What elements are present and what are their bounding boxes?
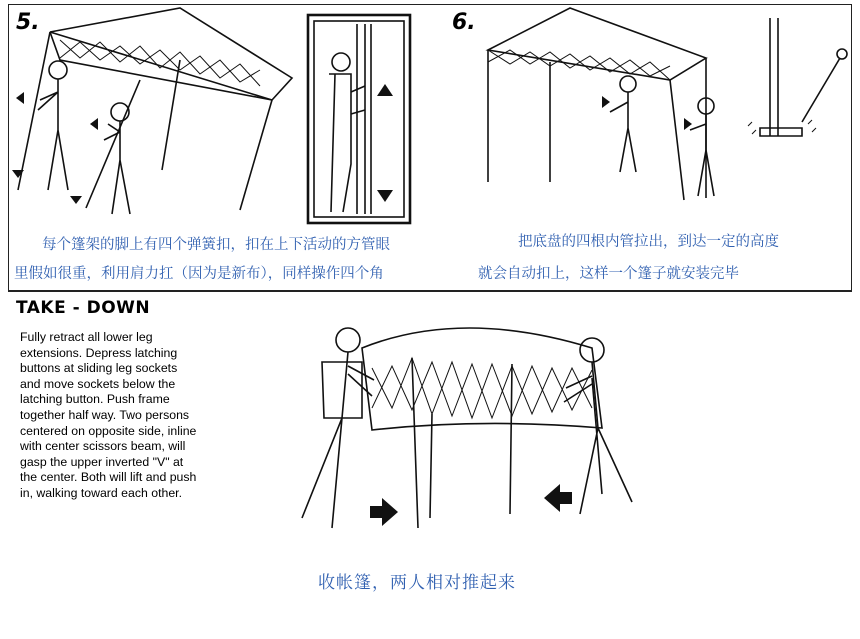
step-5-canopy-illustration bbox=[0, 0, 300, 230]
takedown-instructions bbox=[20, 330, 230, 502]
step-5-cn-line-2: 里假如很重，利用肩力扛（因为是新布），同样操作四个角 bbox=[14, 266, 384, 282]
step-6-cn-line-2: 就会自动扣上，这样一个篷子就安装完毕 bbox=[478, 266, 739, 282]
step-6-number: 6. bbox=[452, 10, 476, 35]
takedown-illustration bbox=[262, 318, 662, 548]
takedown-line: buttons at sliding leg sockets bbox=[20, 361, 178, 376]
takedown-line: in, walking toward each other. bbox=[20, 485, 183, 500]
takedown-line: extensions. Depress latching bbox=[20, 345, 178, 360]
takedown-line: the center. Both will lift and push bbox=[20, 470, 197, 485]
takedown-line: latching button. Push frame bbox=[20, 392, 170, 407]
takedown-line: gasp the upper inverted "V" at bbox=[20, 454, 184, 469]
takedown-title: TAKE - DOWN bbox=[16, 298, 151, 318]
step-5-number: 5. bbox=[16, 10, 40, 35]
step-5-latch-detail-illustration bbox=[307, 14, 411, 224]
takedown-line: and move sockets below the bbox=[20, 376, 176, 391]
step-5-cn-line-1: 每个篷架的脚上有四个弹簧扣，扣在上下活动的方管眼 bbox=[42, 237, 390, 253]
step-6-canopy-illustration bbox=[470, 0, 740, 230]
takedown-line: with center scissors beam, will bbox=[20, 439, 186, 454]
stake-detail-illustration bbox=[742, 18, 852, 148]
takedown-line: Fully retract all lower leg bbox=[20, 330, 153, 344]
takedown-line: together half way. Two persons bbox=[20, 407, 190, 422]
takedown-cn-caption: 收帐篷，两人相对推起来 bbox=[318, 573, 516, 593]
step-6-cn-line-1: 把底盘的四根内管拉出，到达一定的高度 bbox=[518, 234, 779, 250]
takedown-line: centered on opposite side, inline bbox=[20, 423, 197, 438]
